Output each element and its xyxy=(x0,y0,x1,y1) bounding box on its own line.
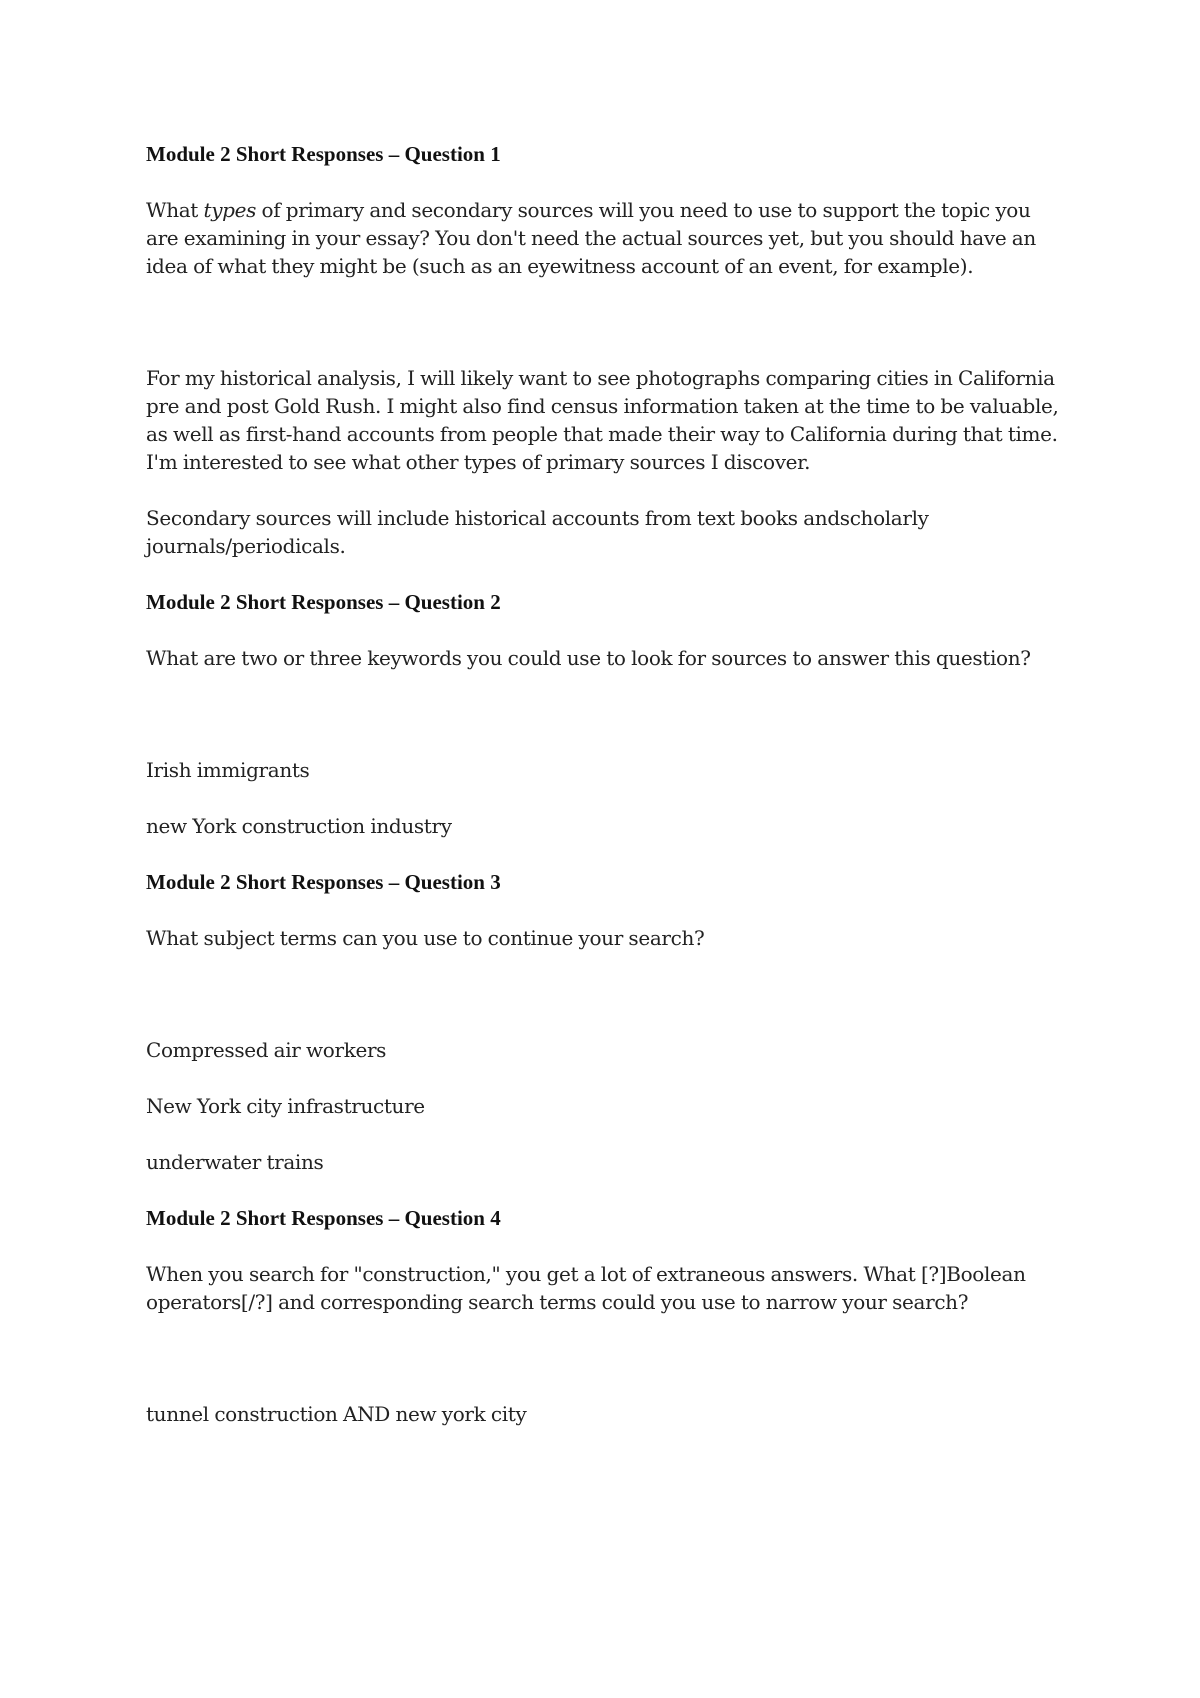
question-4-answer-1: tunnel construction AND new york city xyxy=(146,1402,527,1426)
document-page xyxy=(146,140,1066,1456)
question-1-prompt-start: What xyxy=(146,198,204,222)
question-4-prompt: When you search for "construction," you get a lot of extraneous answers. What [?]Boolean operators[/?] and corresponding search terms could you use to narrow your search? xyxy=(146,1262,1026,1314)
question-1-prompt-emphasis: types xyxy=(203,198,257,222)
blank-space xyxy=(146,980,1066,1036)
question-3-answer-3: underwater trains xyxy=(146,1150,324,1174)
question-2-heading: Module 2 Short Responses – Question 2 xyxy=(146,590,501,614)
question-3-section xyxy=(146,868,1066,1176)
question-1-answer-primary: For my historical analysis, I will likely want to see photographs comparing cities in California pre and post Gold Rush. I might also find census information taken at the time to be valuable, as well as first-hand accounts from people that made their way to California during that time. I'm interested to see what other types of primary sources I discover. xyxy=(146,366,1059,474)
blank-space xyxy=(146,1344,1066,1400)
question-3-answer-2: New York city infrastructure xyxy=(146,1094,425,1118)
question-1-heading: Module 2 Short Responses – Question 1 xyxy=(146,142,501,166)
question-1-prompt xyxy=(146,196,1066,280)
blank-space xyxy=(146,700,1066,756)
question-1-answer-secondary: Secondary sources will include historical accounts from text books andscholarly journals/periodicals. xyxy=(146,506,929,558)
question-2-answer-2: new York construction industry xyxy=(146,814,452,838)
question-4-heading: Module 2 Short Responses – Question 4 xyxy=(146,1206,501,1230)
question-2-prompt: What are two or three keywords you could use to look for sources to answer this question? xyxy=(146,646,1031,670)
question-3-heading: Module 2 Short Responses – Question 3 xyxy=(146,870,501,894)
blank-space xyxy=(146,308,1066,364)
question-1-prompt-end: of primary and secondary sources will you need to use to support the topic you are examining in your essay? You don't need the actual sources yet, but you should have an idea of what they might be (such as an eyewitness account of an event, for example). xyxy=(146,198,1036,278)
question-4-section xyxy=(146,1204,1066,1428)
question-2-answer-1: Irish immigrants xyxy=(146,758,310,782)
question-2-section xyxy=(146,588,1066,840)
question-1-section xyxy=(146,140,1066,560)
question-3-prompt: What subject terms can you use to continue your search? xyxy=(146,926,705,950)
question-3-answer-1: Compressed air workers xyxy=(146,1038,387,1062)
